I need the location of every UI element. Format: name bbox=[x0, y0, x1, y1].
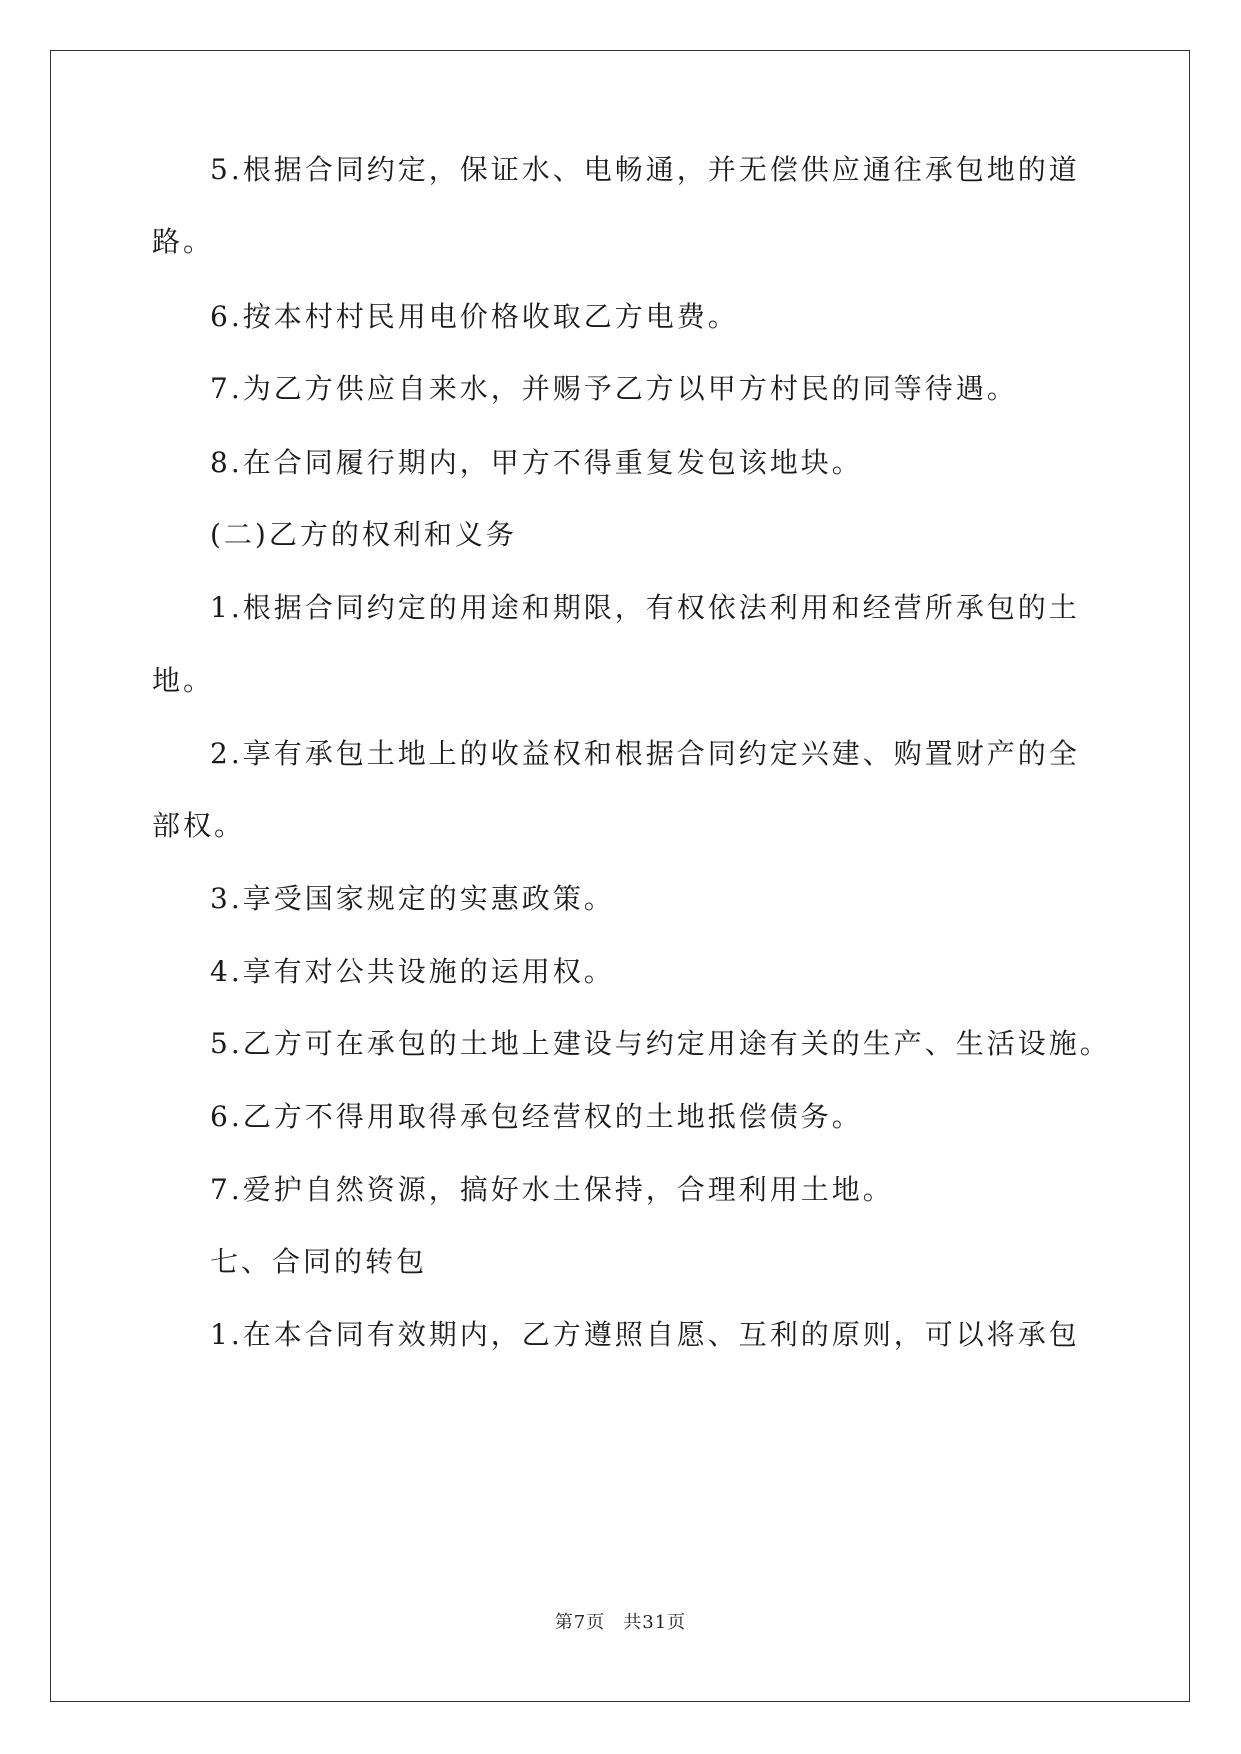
text-line: 6.乙方不得用取得承包经营权的土地抵偿债务。 bbox=[210, 1100, 863, 1133]
text-line: 6.按本村村民用电价格收取乙方电费。 bbox=[210, 300, 739, 333]
text-line: 8.在合同履行期内，甲方不得重复发包该地块。 bbox=[210, 446, 863, 479]
text-line: 2.享有承包土地上的收益权和根据合同约定兴建、购置财产的全 bbox=[210, 737, 1080, 770]
text-line: 1.根据合同约定的用途和期限，有权依法利用和经营所承包的土 bbox=[210, 591, 1080, 624]
text-line: 5.乙方可在承包的土地上建设与约定用途有关的生产、生活设施。 bbox=[210, 1027, 1111, 1060]
text-line: 部权。 bbox=[152, 809, 246, 842]
section-heading: 七、合同的转包 bbox=[210, 1245, 428, 1278]
text-line: 1.在本合同有效期内，乙方遵照自愿、互利的原则，可以将承包 bbox=[210, 1318, 1080, 1351]
section-heading: (二)乙方的权利和义务 bbox=[210, 518, 517, 551]
total-pages: 共31页 bbox=[623, 1612, 687, 1633]
text-line: 3.享受国家规定的实惠政策。 bbox=[210, 882, 615, 915]
text-line: 地。 bbox=[152, 664, 215, 697]
page-number: 第7页 bbox=[554, 1612, 606, 1633]
text-line: 路。 bbox=[152, 225, 215, 258]
text-line: 5.根据合同约定，保证水、电畅通，并无偿供应通往承包地的道 bbox=[210, 153, 1080, 186]
text-line: 7.为乙方供应自来水，并赐予乙方以甲方村民的同等待遇。 bbox=[210, 372, 1018, 405]
text-line: 4.享有对公共设施的运用权。 bbox=[210, 955, 615, 988]
text-line: 7.爱护自然资源，搞好水土保持，合理利用土地。 bbox=[210, 1173, 894, 1206]
page-footer bbox=[0, 1611, 1241, 1635]
